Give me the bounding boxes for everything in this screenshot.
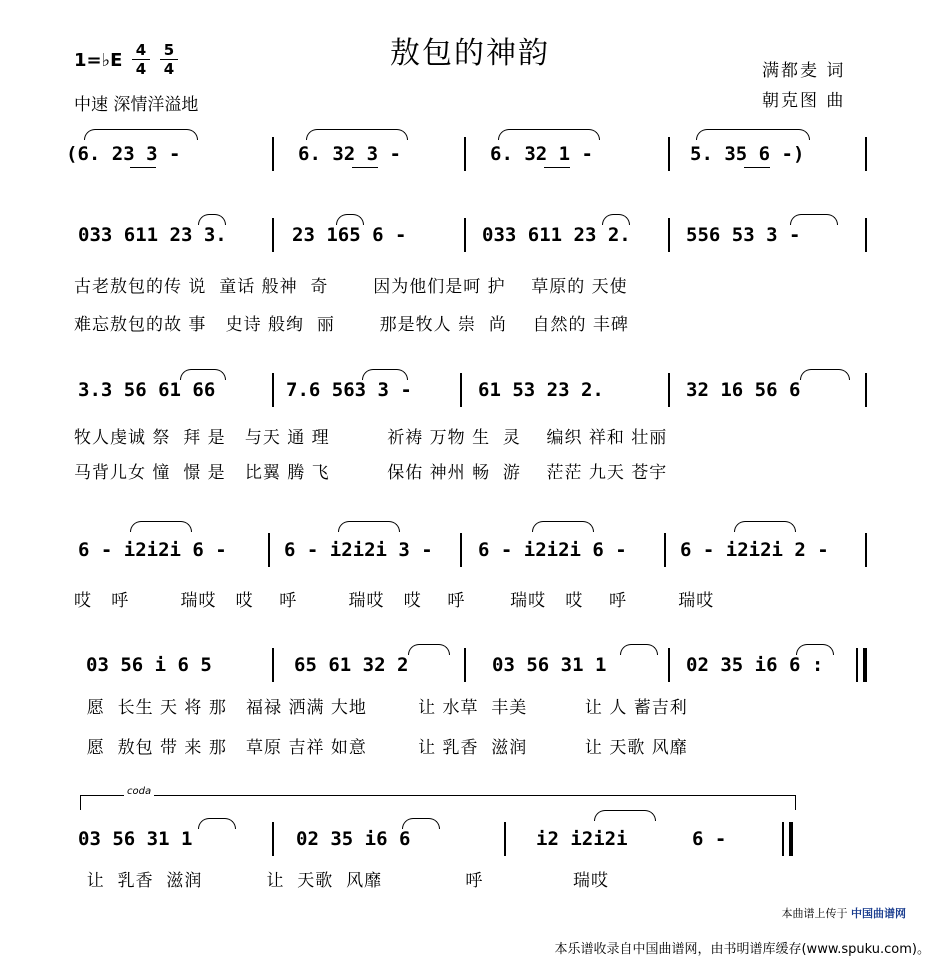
lyric-coda: 让 乳香 滋润 让 天歌 风靡 呼 瑞哎 bbox=[74, 871, 609, 891]
lyric-verse-1: 牧人虔诚 祭 拜 是 与天 通 理 祈祷 万物 生 灵 编织 祥和 壮丽 bbox=[74, 428, 668, 448]
measure: 6 - i2i2i 6 - bbox=[478, 539, 627, 561]
barline bbox=[460, 373, 462, 407]
measure: 03 56 31 1 bbox=[492, 654, 607, 676]
measure: 6 - i2i2i 3 - bbox=[284, 539, 433, 561]
barline bbox=[272, 137, 274, 171]
measure: 03 56 i 6 5 bbox=[86, 654, 212, 676]
slur bbox=[696, 129, 810, 140]
score-line-4 bbox=[74, 533, 869, 567]
barline bbox=[464, 648, 466, 682]
triplet-slur bbox=[338, 521, 400, 532]
underline bbox=[130, 167, 156, 168]
barline bbox=[272, 218, 274, 252]
barline bbox=[856, 648, 858, 682]
barline bbox=[865, 218, 867, 252]
lyric-refrain: 哎 呼 瑞哎 哎 呼 瑞哎 哎 呼 瑞哎 哎 呼 瑞哎 bbox=[74, 591, 715, 611]
slur bbox=[180, 369, 226, 380]
score-line-1 bbox=[66, 137, 869, 171]
measure: i2 i2i2i bbox=[536, 828, 628, 850]
measure: 6. 32 3 - bbox=[298, 143, 401, 165]
time-signature-5-4: 5 4 bbox=[160, 42, 178, 77]
underline bbox=[352, 167, 378, 168]
coda-bracket bbox=[80, 795, 796, 810]
tempo-marking: 中速 深情洋溢地 bbox=[74, 95, 199, 115]
barline bbox=[272, 373, 274, 407]
measure: 3.3 56 61 66 bbox=[78, 379, 216, 401]
measure: 03 56 31 1 bbox=[78, 828, 193, 850]
slur bbox=[84, 129, 198, 140]
measure: 23 165 6 - bbox=[292, 224, 407, 246]
barline bbox=[464, 218, 466, 252]
barline bbox=[272, 822, 274, 856]
slur bbox=[800, 369, 850, 380]
measure: 7.6 563 3 - bbox=[286, 379, 412, 401]
barline bbox=[782, 822, 784, 856]
time-signature-4-4: 4 4 bbox=[132, 42, 150, 77]
barline bbox=[865, 137, 867, 171]
final-barline bbox=[789, 822, 793, 856]
triplet-slur bbox=[594, 810, 656, 821]
barline bbox=[865, 373, 867, 407]
coda-label: coda bbox=[124, 786, 154, 797]
measure: 65 61 32 2 bbox=[294, 654, 409, 676]
key-signature: 1=♭E bbox=[74, 50, 123, 71]
barline bbox=[460, 533, 462, 567]
slur bbox=[362, 369, 408, 380]
barline bbox=[865, 533, 867, 567]
triplet-slur bbox=[130, 521, 192, 532]
measure: (6. 23 3 - bbox=[66, 143, 181, 165]
song-title: 敖包的神韵 bbox=[390, 36, 550, 71]
upload-text: 本曲谱上传于 bbox=[781, 907, 848, 920]
lyric-verse-1: 愿 长生 天 将 那 福禄 洒满 大地 让 水草 丰美 让 人 蓄吉利 bbox=[74, 698, 688, 718]
lyric-verse-2: 难忘敖包的故 事 史诗 般绚 丽 那是牧人 崇 尚 自然的 丰碑 bbox=[74, 315, 629, 335]
barline bbox=[668, 648, 670, 682]
slur bbox=[198, 214, 226, 225]
barline bbox=[268, 533, 270, 567]
measure: 32 16 56 6 bbox=[686, 379, 801, 401]
measure: 02 35 i6 6 : bbox=[686, 654, 824, 676]
source-note: 本乐谱收录自中国曲谱网，由书明谱库缓存(www.spuku.com)。 bbox=[554, 942, 930, 957]
upload-credit bbox=[782, 905, 907, 921]
score-line-2 bbox=[74, 218, 869, 252]
measure: 033 611 23 2. bbox=[482, 224, 631, 246]
slur bbox=[602, 214, 630, 225]
lyricist-credit: 满都麦 词 bbox=[762, 61, 846, 81]
site-logo: 中国曲谱网 bbox=[851, 907, 906, 920]
underline bbox=[744, 167, 770, 168]
slur bbox=[408, 644, 450, 655]
measure: 61 53 23 2. bbox=[478, 379, 604, 401]
composer-credit: 朝克图 曲 bbox=[762, 91, 846, 111]
slur bbox=[620, 644, 658, 655]
measure: 6 - bbox=[692, 828, 727, 850]
barline bbox=[668, 373, 670, 407]
barline bbox=[272, 648, 274, 682]
triplet-slur bbox=[532, 521, 594, 532]
underline bbox=[544, 167, 570, 168]
score-line-6 bbox=[74, 822, 869, 856]
barline bbox=[668, 137, 670, 171]
repeat-end-barline bbox=[863, 648, 867, 682]
barline bbox=[668, 218, 670, 252]
triplet-slur bbox=[734, 521, 796, 532]
lyric-verse-2: 马背儿女 憧 憬 是 比翼 腾 飞 保佑 神州 畅 游 茫茫 九天 苍宇 bbox=[74, 463, 668, 483]
slur bbox=[198, 818, 236, 829]
slur bbox=[402, 818, 440, 829]
measure: 6 - i2i2i 6 - bbox=[78, 539, 227, 561]
slur bbox=[306, 129, 408, 140]
measure: 6 - i2i2i 2 - bbox=[680, 539, 829, 561]
lyric-verse-1: 古老敖包的传 说 童话 般神 奇 因为他们是呵 护 草原的 天使 bbox=[74, 277, 628, 297]
score-line-3 bbox=[74, 373, 869, 407]
measure: 556 53 3 - bbox=[686, 224, 801, 246]
measure: 02 35 i6 6 bbox=[296, 828, 411, 850]
barline bbox=[504, 822, 506, 856]
measure: 5. 35 6 -) bbox=[690, 143, 805, 165]
slur bbox=[498, 129, 600, 140]
measure: 033 611 23 3. bbox=[78, 224, 227, 246]
slur bbox=[796, 644, 834, 655]
lyric-verse-2: 愿 敖包 带 来 那 草原 吉祥 如意 让 乳香 滋润 让 天歌 风靡 bbox=[74, 738, 688, 758]
slur bbox=[336, 214, 364, 225]
score-line-5 bbox=[74, 648, 869, 682]
slur bbox=[790, 214, 838, 225]
barline bbox=[464, 137, 466, 171]
measure: 6. 32 1 - bbox=[490, 143, 593, 165]
barline bbox=[664, 533, 666, 567]
